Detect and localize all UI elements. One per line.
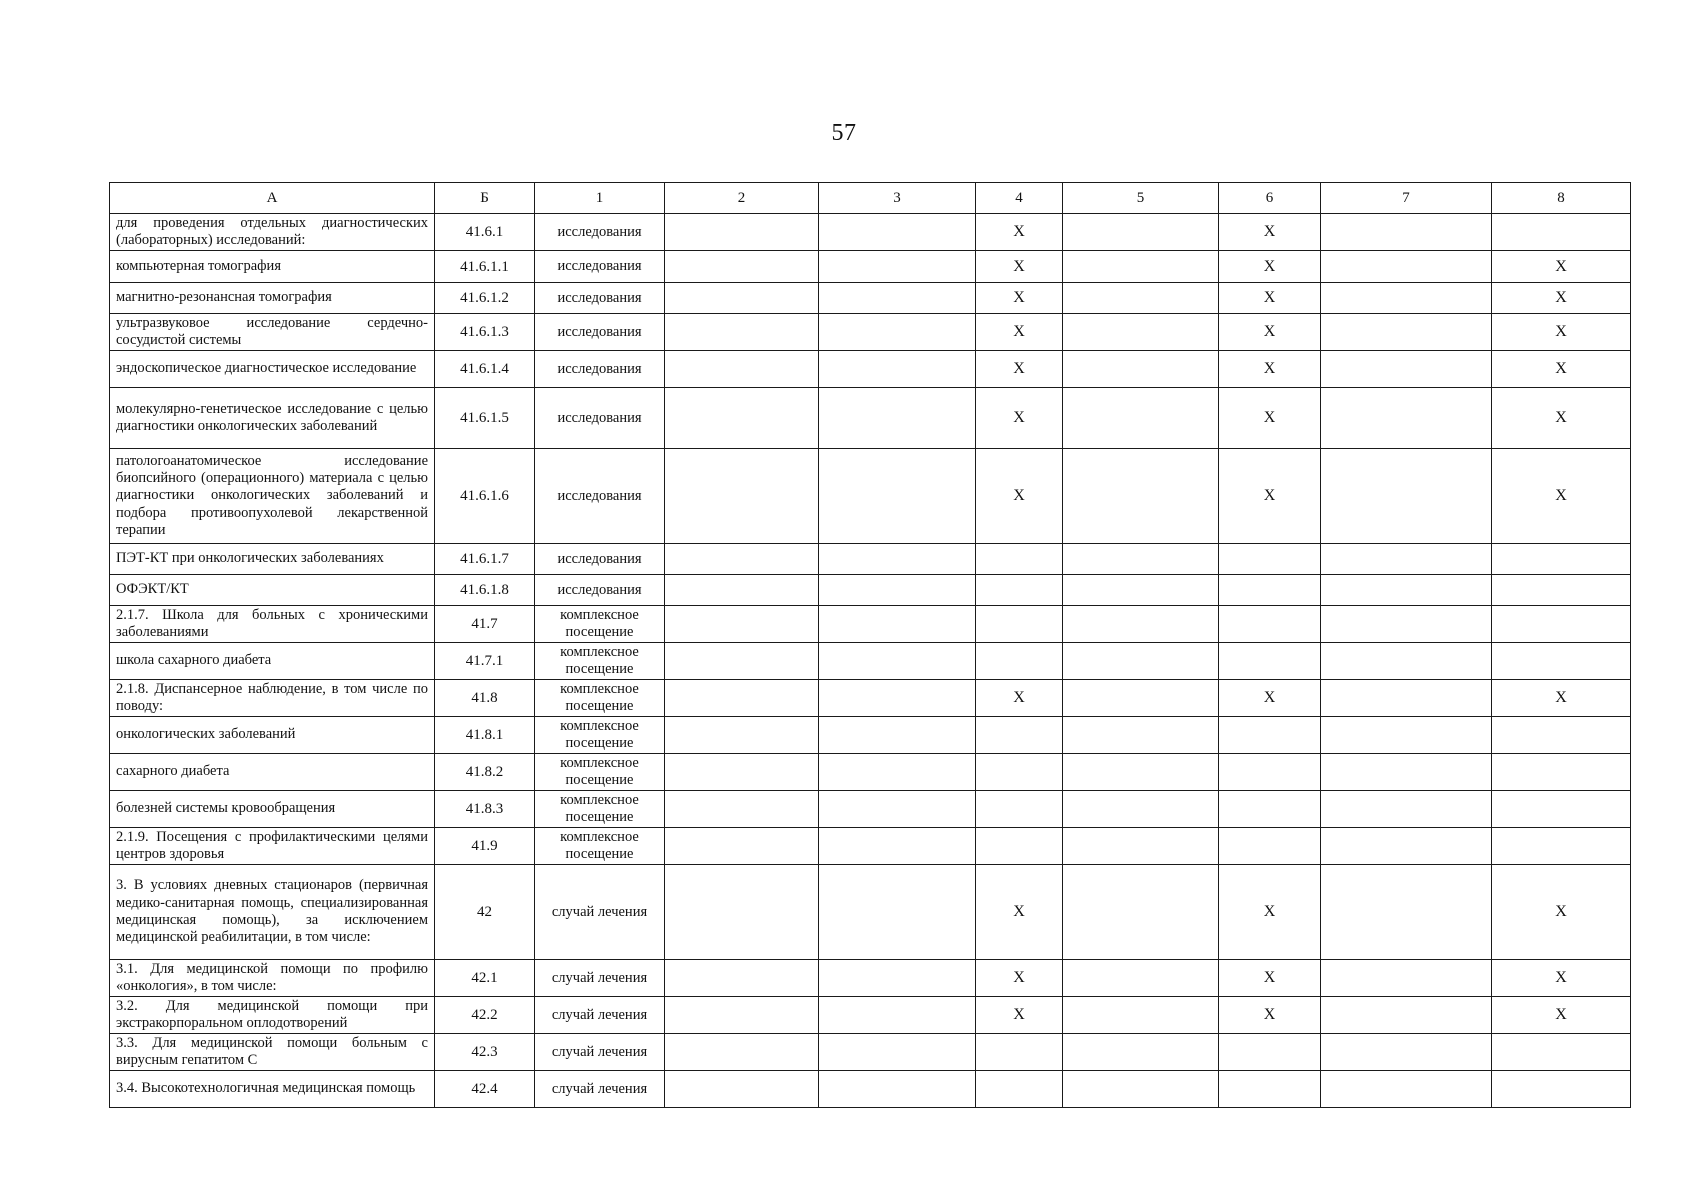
table-row — [110, 643, 1631, 680]
cell-col-5 — [1063, 791, 1219, 828]
header-row — [110, 183, 1631, 214]
cell-col-7 — [1321, 214, 1492, 251]
cell-col-4: Х — [976, 997, 1063, 1034]
table-body — [110, 214, 1631, 1108]
cell-col-7 — [1321, 575, 1492, 606]
cell-col-6 — [1219, 1071, 1321, 1108]
column-header: А — [110, 183, 435, 214]
table-row — [110, 388, 1631, 449]
page-number: 57 — [831, 120, 857, 146]
cell-col-8 — [1492, 717, 1631, 754]
row-unit: исследования — [535, 575, 665, 606]
cell-col-2 — [665, 251, 819, 283]
row-code: 41.8.1 — [435, 717, 535, 754]
cell-col-8: Х — [1492, 388, 1631, 449]
row-code: 41.6.1 — [435, 214, 535, 251]
row-label: 3.3. Для медицинской помощи больным с вирусным гепатитом С — [110, 1034, 435, 1071]
table-row — [110, 791, 1631, 828]
cell-col-7 — [1321, 643, 1492, 680]
cell-col-8 — [1492, 1071, 1631, 1108]
cell-col-8: Х — [1492, 351, 1631, 388]
cell-col-3 — [819, 449, 976, 544]
row-unit: исследования — [535, 283, 665, 314]
cell-col-3 — [819, 828, 976, 865]
cell-col-4 — [976, 575, 1063, 606]
row-unit: комплексное посещение — [535, 680, 665, 717]
cell-col-5 — [1063, 314, 1219, 351]
cell-col-4 — [976, 606, 1063, 643]
row-code: 42.1 — [435, 960, 535, 997]
table-row — [110, 680, 1631, 717]
row-unit: комплексное посещение — [535, 717, 665, 754]
table-row — [110, 351, 1631, 388]
cell-col-3 — [819, 251, 976, 283]
row-label: 2.1.9. Посещения с профилактическими целями центров здоровья — [110, 828, 435, 865]
cell-col-7 — [1321, 314, 1492, 351]
cell-col-4: Х — [976, 388, 1063, 449]
cell-col-8 — [1492, 214, 1631, 251]
row-label: эндоскопическое диагностическое исследование — [110, 351, 435, 388]
row-unit: случай лечения — [535, 1034, 665, 1071]
row-label: патологоанатомическое исследование биопсийного (операционного) материала с целью диагностики онкологических заболеваний и подбора противоопухолевой лекарственной терапии — [110, 449, 435, 544]
table-row — [110, 214, 1631, 251]
cell-col-3 — [819, 388, 976, 449]
cell-col-2 — [665, 643, 819, 680]
row-label: компьютерная томография — [110, 251, 435, 283]
cell-col-5 — [1063, 251, 1219, 283]
cell-col-8: Х — [1492, 449, 1631, 544]
cell-col-3 — [819, 1071, 976, 1108]
row-code: 41.6.1.7 — [435, 544, 535, 575]
cell-col-5 — [1063, 388, 1219, 449]
cell-col-4 — [976, 828, 1063, 865]
row-label: школа сахарного диабета — [110, 643, 435, 680]
cell-col-2 — [665, 960, 819, 997]
cell-col-7 — [1321, 251, 1492, 283]
cell-col-6: Х — [1219, 214, 1321, 251]
row-unit: исследования — [535, 544, 665, 575]
row-label: ультразвуковое исследование сердечно-сосудистой системы — [110, 314, 435, 351]
row-unit: комплексное посещение — [535, 828, 665, 865]
cell-col-5 — [1063, 544, 1219, 575]
row-label: 3. В условиях дневных стационаров (первичная медико-санитарная помощь, специализированная медицинская помощь), за исключением медицинской реабилитации, в том числе: — [110, 865, 435, 960]
cell-col-6: Х — [1219, 449, 1321, 544]
cell-col-8 — [1492, 575, 1631, 606]
row-unit: комплексное посещение — [535, 643, 665, 680]
row-unit: исследования — [535, 314, 665, 351]
cell-col-2 — [665, 544, 819, 575]
table-row — [110, 1071, 1631, 1108]
cell-col-5 — [1063, 865, 1219, 960]
cell-col-6 — [1219, 643, 1321, 680]
column-header: 5 — [1063, 183, 1219, 214]
cell-col-7 — [1321, 865, 1492, 960]
cell-col-6 — [1219, 754, 1321, 791]
row-label: 3.1. Для медицинской помощи по профилю «онкология», в том числе: — [110, 960, 435, 997]
row-unit: комплексное посещение — [535, 791, 665, 828]
row-label: сахарного диабета — [110, 754, 435, 791]
row-code: 41.8 — [435, 680, 535, 717]
cell-col-3 — [819, 544, 976, 575]
row-unit: исследования — [535, 351, 665, 388]
cell-col-8 — [1492, 1034, 1631, 1071]
cell-col-3 — [819, 214, 976, 251]
cell-col-6 — [1219, 544, 1321, 575]
table-row — [110, 251, 1631, 283]
row-label: онкологических заболеваний — [110, 717, 435, 754]
cell-col-7 — [1321, 997, 1492, 1034]
cell-col-7 — [1321, 388, 1492, 449]
cell-col-2 — [665, 680, 819, 717]
cell-col-6: Х — [1219, 351, 1321, 388]
cell-col-3 — [819, 351, 976, 388]
cell-col-2 — [665, 1071, 819, 1108]
cell-col-2 — [665, 791, 819, 828]
cell-col-3 — [819, 997, 976, 1034]
row-code: 41.6.1.1 — [435, 251, 535, 283]
cell-col-4: Х — [976, 680, 1063, 717]
row-unit: случай лечения — [535, 865, 665, 960]
row-label: 3.4. Высокотехнологичная медицинская помощь — [110, 1071, 435, 1108]
cell-col-4 — [976, 1034, 1063, 1071]
cell-col-8: Х — [1492, 997, 1631, 1034]
cell-col-6: Х — [1219, 251, 1321, 283]
cell-col-2 — [665, 828, 819, 865]
row-unit: исследования — [535, 388, 665, 449]
cell-col-8 — [1492, 754, 1631, 791]
cell-col-6: Х — [1219, 865, 1321, 960]
row-unit: исследования — [535, 449, 665, 544]
cell-col-8: Х — [1492, 314, 1631, 351]
cell-col-6: Х — [1219, 388, 1321, 449]
cell-col-3 — [819, 717, 976, 754]
row-unit: комплексное посещение — [535, 754, 665, 791]
table-row — [110, 606, 1631, 643]
row-label: ПЭТ-КТ при онкологических заболеваниях — [110, 544, 435, 575]
row-code: 41.6.1.4 — [435, 351, 535, 388]
cell-col-6 — [1219, 828, 1321, 865]
cell-col-3 — [819, 680, 976, 717]
table-row — [110, 828, 1631, 865]
cell-col-2 — [665, 865, 819, 960]
cell-col-6 — [1219, 791, 1321, 828]
row-code: 42.2 — [435, 997, 535, 1034]
row-code: 41.8.2 — [435, 754, 535, 791]
cell-col-7 — [1321, 1071, 1492, 1108]
cell-col-5 — [1063, 1071, 1219, 1108]
cell-col-6: Х — [1219, 997, 1321, 1034]
column-header: 1 — [535, 183, 665, 214]
cell-col-7 — [1321, 544, 1492, 575]
cell-col-5 — [1063, 606, 1219, 643]
cell-col-8 — [1492, 791, 1631, 828]
cell-col-3 — [819, 791, 976, 828]
row-label: магнитно-резонансная томография — [110, 283, 435, 314]
cell-col-5 — [1063, 754, 1219, 791]
cell-col-4 — [976, 544, 1063, 575]
row-label: 2.1.8. Диспансерное наблюдение, в том числе по поводу: — [110, 680, 435, 717]
cell-col-8: Х — [1492, 960, 1631, 997]
cell-col-7 — [1321, 828, 1492, 865]
cell-col-2 — [665, 575, 819, 606]
cell-col-3 — [819, 575, 976, 606]
cell-col-6 — [1219, 606, 1321, 643]
column-header: Б — [435, 183, 535, 214]
cell-col-4: Х — [976, 251, 1063, 283]
cell-col-5 — [1063, 828, 1219, 865]
column-header: 8 — [1492, 183, 1631, 214]
cell-col-6 — [1219, 575, 1321, 606]
cell-col-5 — [1063, 214, 1219, 251]
row-label: для проведения отдельных диагностических (лабораторных) исследований: — [110, 214, 435, 251]
row-unit: комплексное посещение — [535, 606, 665, 643]
cell-col-5 — [1063, 643, 1219, 680]
cell-col-8: Х — [1492, 680, 1631, 717]
cell-col-7 — [1321, 791, 1492, 828]
table-row — [110, 1034, 1631, 1071]
table-row — [110, 754, 1631, 791]
cell-col-2 — [665, 351, 819, 388]
cell-col-2 — [665, 388, 819, 449]
cell-col-4: Х — [976, 960, 1063, 997]
cell-col-7 — [1321, 449, 1492, 544]
cell-col-7 — [1321, 283, 1492, 314]
cell-col-7 — [1321, 960, 1492, 997]
cell-col-5 — [1063, 449, 1219, 544]
cell-col-5 — [1063, 575, 1219, 606]
row-code: 42.3 — [435, 1034, 535, 1071]
cell-col-4 — [976, 717, 1063, 754]
cell-col-4: Х — [976, 283, 1063, 314]
column-header: 3 — [819, 183, 976, 214]
cell-col-5 — [1063, 283, 1219, 314]
cell-col-2 — [665, 314, 819, 351]
cell-col-3 — [819, 643, 976, 680]
cell-col-6: Х — [1219, 680, 1321, 717]
cell-col-5 — [1063, 960, 1219, 997]
cell-col-2 — [665, 606, 819, 643]
cell-col-5 — [1063, 680, 1219, 717]
row-unit: случай лечения — [535, 960, 665, 997]
row-code: 41.7.1 — [435, 643, 535, 680]
table-row — [110, 449, 1631, 544]
table-row — [110, 865, 1631, 960]
cell-col-8 — [1492, 643, 1631, 680]
cell-col-2 — [665, 717, 819, 754]
cell-col-8 — [1492, 544, 1631, 575]
row-label: 3.2. Для медицинской помощи при экстракорпоральном оплодотворений — [110, 997, 435, 1034]
cell-col-4 — [976, 1071, 1063, 1108]
cell-col-4: Х — [976, 214, 1063, 251]
row-unit: исследования — [535, 214, 665, 251]
table-row — [110, 544, 1631, 575]
cell-col-8: Х — [1492, 283, 1631, 314]
cell-col-4: Х — [976, 449, 1063, 544]
cell-col-4: Х — [976, 314, 1063, 351]
cell-col-7 — [1321, 351, 1492, 388]
row-unit: исследования — [535, 251, 665, 283]
row-unit: случай лечения — [535, 1071, 665, 1108]
data-table — [109, 182, 1631, 1108]
cell-col-6: Х — [1219, 960, 1321, 997]
row-code: 41.6.1.8 — [435, 575, 535, 606]
table-row — [110, 960, 1631, 997]
cell-col-2 — [665, 449, 819, 544]
column-header: 2 — [665, 183, 819, 214]
cell-col-6: Х — [1219, 314, 1321, 351]
cell-col-5 — [1063, 717, 1219, 754]
cell-col-4 — [976, 754, 1063, 791]
row-label: 2.1.7. Школа для больных с хроническими заболеваниями — [110, 606, 435, 643]
row-code: 41.6.1.5 — [435, 388, 535, 449]
cell-col-3 — [819, 283, 976, 314]
cell-col-8 — [1492, 828, 1631, 865]
cell-col-4 — [976, 791, 1063, 828]
cell-col-8: Х — [1492, 865, 1631, 960]
cell-col-8 — [1492, 606, 1631, 643]
cell-col-6: Х — [1219, 283, 1321, 314]
column-header: 6 — [1219, 183, 1321, 214]
cell-col-3 — [819, 865, 976, 960]
row-code: 41.6.1.6 — [435, 449, 535, 544]
row-label: болезней системы кровообращения — [110, 791, 435, 828]
cell-col-3 — [819, 314, 976, 351]
cell-col-3 — [819, 1034, 976, 1071]
cell-col-4: Х — [976, 865, 1063, 960]
cell-col-7 — [1321, 606, 1492, 643]
cell-col-5 — [1063, 1034, 1219, 1071]
cell-col-2 — [665, 997, 819, 1034]
cell-col-2 — [665, 283, 819, 314]
cell-col-2 — [665, 754, 819, 791]
row-code: 41.6.1.2 — [435, 283, 535, 314]
cell-col-3 — [819, 606, 976, 643]
column-header: 4 — [976, 183, 1063, 214]
cell-col-5 — [1063, 351, 1219, 388]
table-row — [110, 575, 1631, 606]
cell-col-7 — [1321, 717, 1492, 754]
table-row — [110, 314, 1631, 351]
cell-col-2 — [665, 214, 819, 251]
row-code: 41.7 — [435, 606, 535, 643]
cell-col-7 — [1321, 754, 1492, 791]
row-code: 42.4 — [435, 1071, 535, 1108]
row-code: 41.8.3 — [435, 791, 535, 828]
table-row — [110, 997, 1631, 1034]
row-label: ОФЭКТ/КТ — [110, 575, 435, 606]
cell-col-4 — [976, 643, 1063, 680]
row-code: 41.6.1.3 — [435, 314, 535, 351]
cell-col-3 — [819, 754, 976, 791]
cell-col-3 — [819, 960, 976, 997]
cell-col-4: Х — [976, 351, 1063, 388]
cell-col-2 — [665, 1034, 819, 1071]
cell-col-7 — [1321, 1034, 1492, 1071]
column-header: 7 — [1321, 183, 1492, 214]
cell-col-7 — [1321, 680, 1492, 717]
cell-col-5 — [1063, 997, 1219, 1034]
cell-col-6 — [1219, 717, 1321, 754]
table-row — [110, 283, 1631, 314]
row-code: 42 — [435, 865, 535, 960]
row-unit: случай лечения — [535, 997, 665, 1034]
row-code: 41.9 — [435, 828, 535, 865]
cell-col-6 — [1219, 1034, 1321, 1071]
row-label: молекулярно-генетическое исследование с целью диагностики онкологических заболеваний — [110, 388, 435, 449]
cell-col-8: Х — [1492, 251, 1631, 283]
table-row — [110, 717, 1631, 754]
